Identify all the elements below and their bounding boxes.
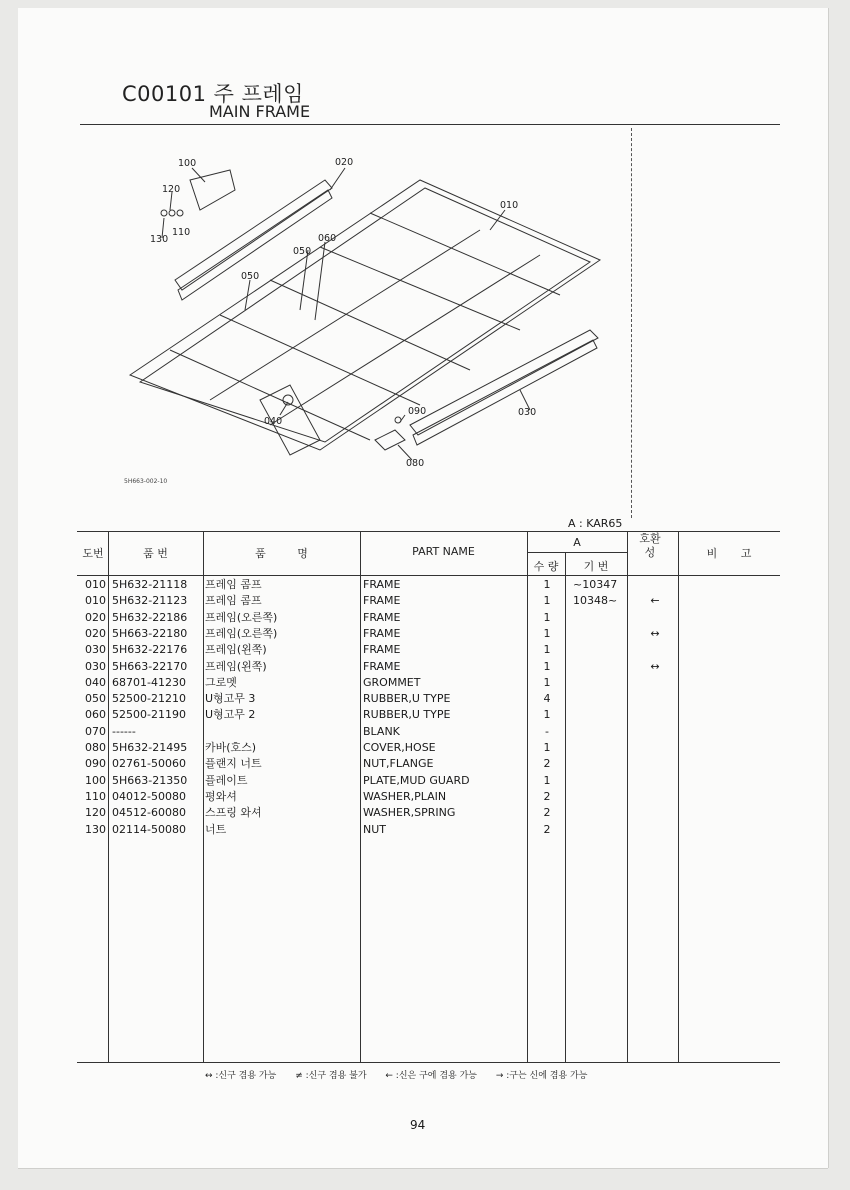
- cell-part: 5H632-21495: [112, 741, 188, 754]
- cell-part: 68701-41230: [112, 675, 186, 689]
- cell-no: 070: [85, 724, 106, 738]
- cell-en: FRAME: [363, 626, 401, 640]
- cell-part: 02114-50080: [112, 822, 186, 836]
- legend-item: ← :신은 구에 겸용 가능: [385, 1071, 477, 1081]
- cell-qty: 1: [543, 741, 551, 754]
- cell-kr: 플레이트: [205, 773, 248, 787]
- cell-qty: 1: [543, 675, 551, 689]
- cell-qty: 1: [543, 643, 551, 657]
- section-code-title: C00101 주 프레임: [122, 82, 304, 106]
- main-frame-diagram: [120, 150, 620, 480]
- cell-qty: 1: [543, 659, 551, 673]
- cell-no: 030: [85, 643, 106, 657]
- cell-part: 52500-21190: [112, 708, 186, 722]
- header-no: 도번: [82, 547, 104, 560]
- callout-090: 090: [408, 406, 427, 417]
- callout-110: 110: [172, 227, 191, 238]
- cell-kr: 플랜지 너트: [205, 757, 262, 771]
- page-number: 94: [410, 1118, 426, 1132]
- cell-en: FRAME: [363, 643, 401, 657]
- cell-qty: 1: [543, 773, 551, 787]
- cell-no: 090: [85, 757, 106, 771]
- cell-en: RUBBER,U TYPE: [363, 708, 451, 722]
- callout-050-a: 050: [293, 246, 312, 257]
- header-compat: 호환성: [639, 532, 661, 559]
- cell-no: 010: [85, 578, 106, 591]
- header-part-name: PART NAME: [412, 545, 475, 558]
- compat-legend: [205, 1068, 603, 1081]
- cell-no: 040: [85, 675, 106, 689]
- header-name-kr: 품 명: [255, 547, 308, 560]
- model-label: A : KAR65: [568, 517, 623, 530]
- cell-kr: 프레임(왼쪽): [205, 643, 267, 657]
- cell-en: RUBBER,U TYPE: [363, 692, 451, 706]
- cell-qty: 4: [543, 692, 551, 706]
- section-english-title: MAIN FRAME: [209, 102, 311, 121]
- table-bottom-rule: [77, 1062, 780, 1063]
- cell-en: FRAME: [363, 610, 401, 624]
- legend-item: ≠ :신구 겸용 불가: [295, 1071, 367, 1081]
- cell-part: 5H663-22170: [112, 659, 188, 673]
- cell-kr: 프레임 콤프: [205, 578, 262, 591]
- col-divider: [203, 531, 204, 1062]
- cell-part: 5H632-22186: [112, 610, 188, 624]
- callout-100: 100: [178, 158, 197, 169]
- cell-part: 5H632-21118: [112, 578, 188, 591]
- cell-part: 02761-50060: [112, 757, 186, 771]
- cell-no: 050: [85, 692, 106, 706]
- cell-kr: 평와셔: [205, 789, 237, 803]
- cell-part: 5H663-22180: [112, 626, 188, 640]
- cell-cmp: ↔: [650, 659, 660, 673]
- callout-080: 080: [406, 458, 425, 469]
- header-remarks: 비 고: [706, 547, 752, 560]
- cell-part: 5H663-21350: [112, 773, 188, 787]
- col-divider: [360, 531, 361, 1062]
- header-part-no: 품 번: [143, 547, 168, 560]
- callout-020: 020: [335, 157, 354, 168]
- callout-010: 010: [500, 200, 519, 211]
- cell-en: WASHER,PLAIN: [363, 789, 447, 803]
- cell-no: 020: [85, 626, 106, 640]
- cell-en: NUT: [363, 822, 386, 836]
- cell-part: 5H632-21123: [112, 594, 188, 608]
- cell-kr: 프레임 콤프: [205, 594, 262, 608]
- diagram-code: 5H663-002-10: [124, 478, 168, 485]
- callout-040: 040: [264, 416, 283, 427]
- cell-en: WASHER,SPRING: [363, 806, 456, 820]
- callout-050-b: 050: [241, 271, 260, 282]
- cell-no: 020: [85, 610, 106, 624]
- cell-no: 110: [85, 789, 106, 803]
- cell-no: 030: [85, 659, 106, 673]
- cell-kr: 스프링 와셔: [205, 806, 262, 820]
- col-divider: [108, 531, 109, 1062]
- cell-part: ------: [112, 724, 136, 738]
- cell-qty: 1: [543, 708, 551, 722]
- cell-part: 5H632-22176: [112, 643, 188, 657]
- callout-120: 120: [162, 184, 181, 195]
- cell-qty: 2: [543, 806, 551, 820]
- legend-item: ↔ :신구 겸용 가능: [205, 1071, 277, 1081]
- title-rule: [80, 124, 780, 125]
- cell-en: FRAME: [363, 659, 401, 673]
- cell-serial: ~10347: [573, 578, 618, 591]
- cell-qty: 1: [543, 578, 551, 591]
- col-divider: [678, 531, 679, 1062]
- table-top-rule: [77, 531, 780, 532]
- cell-en: PLATE,MUD GUARD: [363, 773, 470, 787]
- cell-no: 120: [85, 806, 106, 820]
- callout-130: 130: [150, 234, 169, 245]
- cell-part: 52500-21210: [112, 692, 186, 706]
- cell-cmp: ←: [650, 594, 660, 608]
- cell-no: 010: [85, 594, 106, 608]
- cell-qty: 2: [543, 757, 551, 771]
- cell-kr: 프레임(오른쪽): [205, 626, 278, 640]
- cell-en: GROMMET: [363, 675, 421, 689]
- cell-kr: 너트: [205, 822, 227, 836]
- cell-part: 04012-50080: [112, 789, 186, 803]
- cell-serial: 10348~: [573, 594, 618, 608]
- cell-qty: -: [545, 724, 549, 738]
- cell-cmp: ↔: [650, 626, 660, 640]
- cell-kr: U형고무 2: [205, 708, 256, 722]
- cell-kr: 그로멧: [205, 675, 237, 689]
- cell-en: NUT,FLANGE: [363, 757, 434, 771]
- cell-qty: 1: [543, 594, 551, 608]
- table-sub-rule: [527, 552, 627, 553]
- cell-en: FRAME: [363, 578, 401, 591]
- cell-qty: 2: [543, 822, 551, 836]
- table-header-rule: [77, 575, 780, 576]
- cell-kr: 프레임(오른쪽): [205, 610, 278, 624]
- diagram-divider: [631, 128, 632, 518]
- cell-no: 060: [85, 708, 106, 722]
- cell-kr: 카바(호스): [205, 741, 257, 754]
- cell-qty: 2: [543, 789, 551, 803]
- header-serial: 기 번: [583, 560, 609, 573]
- callout-060: 060: [318, 233, 337, 244]
- cell-no: 080: [85, 741, 106, 754]
- cell-kr: U형고무 3: [205, 692, 256, 706]
- cell-no: 100: [85, 773, 106, 787]
- cell-kr: 프레임(왼쪽): [205, 659, 267, 673]
- cell-part: 04512-60080: [112, 806, 186, 820]
- cell-en: BLANK: [363, 724, 400, 738]
- callout-030: 030: [518, 407, 537, 418]
- cell-no: 130: [85, 822, 106, 836]
- cell-en: COVER,HOSE: [363, 741, 436, 754]
- cell-en: FRAME: [363, 594, 401, 608]
- cell-qty: 1: [543, 610, 551, 624]
- col-divider: [627, 531, 628, 1062]
- cell-qty: 1: [543, 626, 551, 640]
- legend-item: → :구는 신에 겸용 가능: [495, 1071, 588, 1081]
- header-group-a: A: [573, 536, 581, 549]
- header-qty: 수 량: [533, 560, 559, 573]
